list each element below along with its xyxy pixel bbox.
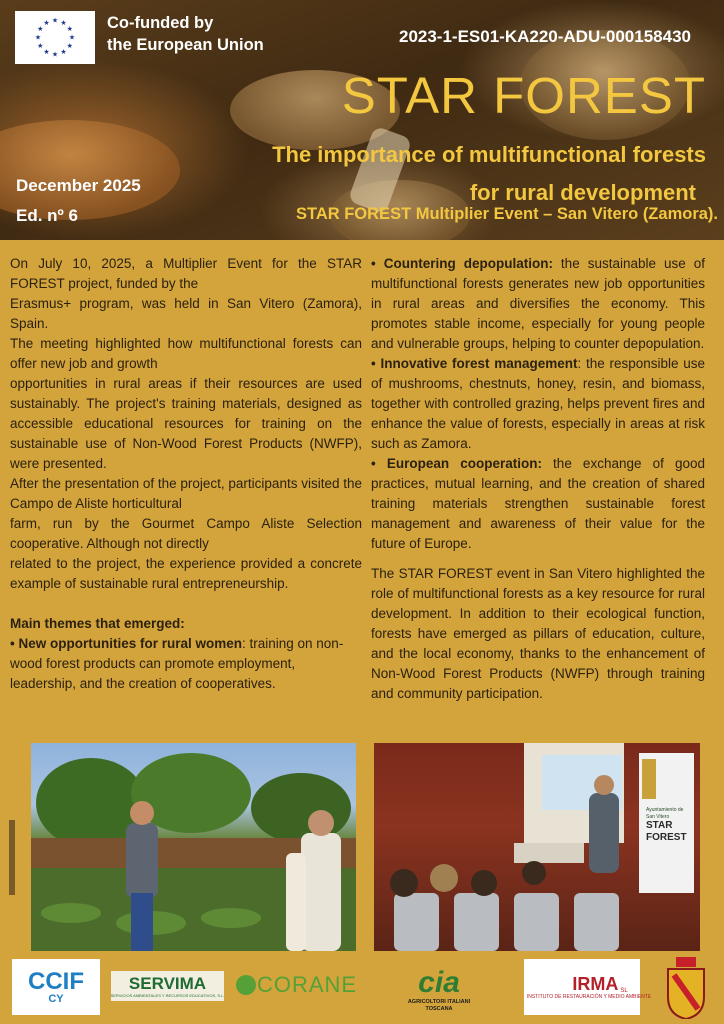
header-banner — [0, 0, 724, 240]
text: opportunities in rural areas if their resources are used sustainably. The project's training materials, designed as accessible educational resources for training on the sustainable use of Non-Wood Forest Products (NWFP), were presented. — [10, 376, 362, 471]
subtitle-line-1: The importance of multifunctional forests — [272, 142, 706, 167]
cofunded-line-2: the European Union — [107, 36, 264, 54]
theme-item — [10, 634, 362, 694]
text: related to the project, the experience provided a concrete example of sustainable rural entrepreneurship. — [10, 556, 362, 591]
paragraph — [10, 374, 362, 474]
eu-star-icon: ★ — [34, 34, 42, 42]
irma-logo-row — [536, 974, 627, 994]
text: Erasmus+ program, was held in San Vitero (Zamora), Spain. — [10, 296, 362, 331]
banner-line-1: Ayuntamiento de — [646, 807, 684, 813]
corane-logo — [233, 967, 359, 1003]
irma-logo-text: IRMA — [572, 974, 619, 994]
text: farm, run by the Gourmet Campo Aliste Selection cooperative. Although not directly — [10, 516, 362, 551]
newsletter-subtitle — [0, 136, 706, 212]
ccif-logo — [12, 959, 100, 1015]
event-title: STAR FOREST Multiplier Event – San Vitero (Zamora). — [295, 205, 718, 223]
spacer — [10, 594, 362, 614]
eu-star-icon: ★ — [51, 51, 59, 59]
irma-logo — [524, 959, 652, 1015]
article-left-column — [10, 254, 362, 694]
ccif-logo-subtext: CY — [48, 992, 64, 1005]
text: On July 10, 2025, a Multiplier Event for the STAR FOREST project, funded by the — [10, 256, 362, 291]
banner-line-3: STAR — [646, 820, 673, 831]
municipal-shield-logo — [666, 957, 706, 1019]
theme-label: • New opportunities for rural women — [10, 636, 242, 651]
theme-label: • Countering depopulation: — [371, 256, 553, 271]
paragraph — [10, 334, 362, 374]
eu-star-icon: ★ — [68, 34, 76, 42]
paragraph — [10, 474, 362, 514]
edition-number: Ed. nº 6 — [16, 206, 78, 225]
cia-logo — [394, 959, 484, 1021]
cofunded-line-1: Co-funded by — [107, 14, 214, 32]
paragraph — [10, 514, 362, 554]
leaf-icon — [235, 974, 257, 996]
eu-star-icon: ★ — [37, 43, 44, 50]
cia-logo-subtext: AGRICOLTORI ITALIANI — [407, 999, 471, 1005]
theme-text: the exchange of good practices, mutual learning, and the creation of shared training materials strengthen sustainable forest management and awareness of their value for the future of Europe. — [371, 456, 705, 551]
newsletter-title: STAR FOREST — [341, 67, 706, 124]
theme-text: the sustainable use of multifunctional forests generates new job opportunities in rural areas and diversifies the economy. This promotes stable income, especially for young people and vulnerable groups, helping to counter depopulation. — [371, 256, 705, 351]
eu-star-icon: ★ — [66, 43, 73, 50]
conclusion-paragraph: The STAR FOREST event in San Vitero highlighted the role of multifunctional forests as a key resource for rural development. In addition to their ecological function, forests have emerged as pillars of education, culture, and the local economy, thanks to the enhancement of Non-Wood Forest Products (NWFP) through training and community participation. — [371, 566, 705, 701]
theme-label: • European cooperation: — [371, 456, 542, 471]
servima-logo-text: SERVIMA — [128, 973, 207, 993]
presentation-illustration — [374, 743, 700, 951]
presentation-photo — [374, 743, 700, 951]
eu-star-icon: ★ — [66, 26, 73, 33]
text: After the presentation of the project, participants visited the Campo de Aliste horticultural — [10, 476, 362, 511]
eu-star-icon: ★ — [37, 26, 44, 33]
farm-visit-illustration — [31, 743, 356, 951]
eu-star-icon: ★ — [60, 19, 67, 27]
irma-logo-sl: SL — [620, 988, 628, 994]
eu-star-icon: ★ — [51, 17, 59, 25]
theme-item — [371, 354, 705, 454]
eu-star-icon: ★ — [60, 49, 67, 57]
theme-item — [371, 454, 705, 554]
theme-text: : training on non-wood forest products can promote employment, leadership, and the creation of cooperatives. — [10, 636, 344, 691]
eu-star-icon: ★ — [43, 49, 50, 57]
banner-line-2: San Vitero — [646, 814, 670, 820]
cia-logo-text: cia — [418, 966, 460, 999]
issue-date: December 2025 — [16, 176, 141, 195]
banner-line-4: FOREST — [646, 832, 687, 843]
decorative-side-bar — [9, 820, 15, 895]
servima-logo-subtext: SERVICIOS AMBIENTALES Y RECURSOS EDUCATIVOS, S.L. — [110, 992, 225, 998]
paragraph — [10, 294, 362, 334]
servima-logo — [111, 971, 224, 1001]
partner-logos — [0, 953, 724, 1024]
theme-text: : the responsible use of mushrooms, chestnuts, honey, resin, and biomass, together with controlled grazing, helps prevent fires and enhance the value of forests, especially in areas at risk such as Zamora. — [371, 356, 705, 451]
theme-item — [371, 254, 705, 354]
text: The meeting highlighted how multifunctional forests can offer new job and growth — [10, 336, 362, 371]
paragraph — [10, 554, 362, 594]
theme-label: • Innovative forest management — [371, 356, 578, 371]
paragraph — [10, 254, 362, 294]
subtitle-line-2: for rural development — [469, 180, 696, 205]
cia-logo-region: TOSCANA — [425, 1006, 453, 1012]
project-code: 2023-1-ES01-KA220-ADU-000158430 — [398, 27, 691, 46]
themes-heading: Main themes that emerged: — [10, 616, 185, 631]
farm-visit-photo — [31, 743, 356, 951]
corane-logo-text: CORANE — [256, 972, 358, 997]
ccif-logo-text: CCIF — [28, 967, 84, 995]
article-right-column — [371, 254, 705, 704]
irma-logo-subtext: INSTITUTO DE RESTAURACIÓN Y MEDIO AMBIENTE — [526, 994, 652, 1000]
eu-star-icon: ★ — [43, 19, 50, 27]
